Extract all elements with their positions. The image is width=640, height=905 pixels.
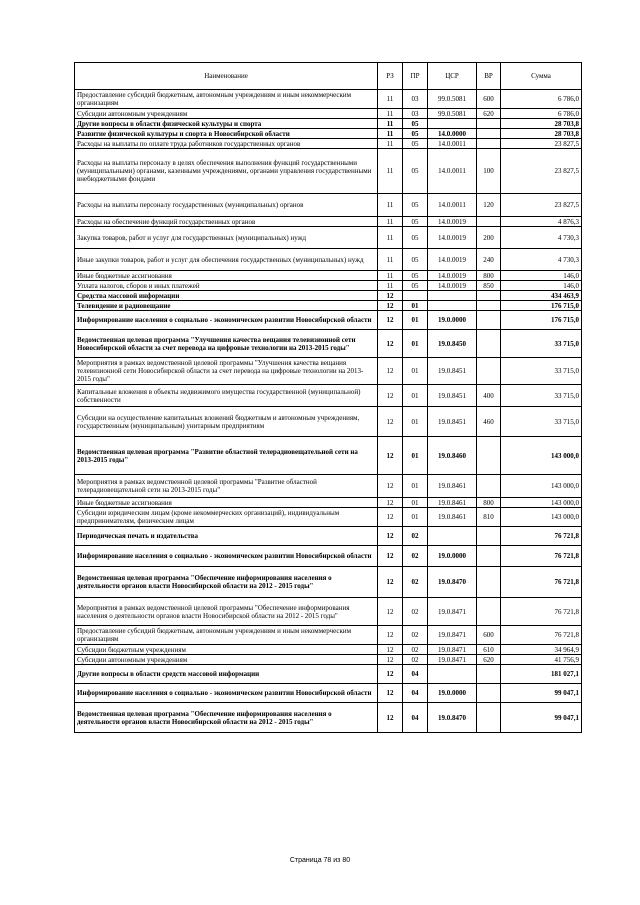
cell-pr: 05 xyxy=(403,217,428,227)
cell-pr: 02 xyxy=(403,645,428,655)
cell-name: Информирование населения о социально - экономическом развитии Новосибирской области xyxy=(75,546,378,567)
cell-rz: 11 xyxy=(378,139,403,149)
cell-sum: 23 827,5 xyxy=(501,149,582,194)
cell-rz: 12 xyxy=(378,437,403,475)
table-row xyxy=(75,626,582,645)
cell-sum: 4 730,3 xyxy=(501,249,582,271)
cell-name: Развитие физической культуры и спорта в Новосибирской области xyxy=(75,129,378,139)
cell-rz: 12 xyxy=(378,498,403,508)
cell-pr: 05 xyxy=(403,139,428,149)
table-row xyxy=(75,194,582,217)
cell-pr: 01 xyxy=(403,385,428,407)
cell-vr: 600 xyxy=(477,90,501,109)
cell-vr: 200 xyxy=(477,227,501,249)
cell-pr: 05 xyxy=(403,271,428,281)
cell-csr: 19.0.8471 xyxy=(428,645,477,655)
cell-csr xyxy=(428,527,477,546)
cell-csr: 19.0.0000 xyxy=(428,684,477,703)
cell-rz: 11 xyxy=(378,149,403,194)
cell-rz: 11 xyxy=(378,90,403,109)
cell-csr: 14.0.0019 xyxy=(428,249,477,271)
cell-sum: 41 756,9 xyxy=(501,655,582,665)
cell-name: Средства массовой информации xyxy=(75,291,378,301)
cell-sum: 143 000,0 xyxy=(501,508,582,527)
cell-csr: 19.0.8451 xyxy=(428,385,477,407)
cell-name: Информирование населения о социально - экономическом развитии Новосибирской области xyxy=(75,311,378,330)
cell-rz: 12 xyxy=(378,598,403,626)
table-row xyxy=(75,139,582,149)
cell-csr: 19.0.8450 xyxy=(428,330,477,358)
cell-vr: 240 xyxy=(477,249,501,271)
cell-pr: 01 xyxy=(403,330,428,358)
cell-sum: 99 047,1 xyxy=(501,684,582,703)
table-row xyxy=(75,684,582,703)
table-row xyxy=(75,598,582,626)
cell-pr: 02 xyxy=(403,626,428,645)
cell-vr xyxy=(477,129,501,139)
cell-sum: 76 721,8 xyxy=(501,626,582,645)
cell-sum: 146,0 xyxy=(501,271,582,281)
table-row xyxy=(75,227,582,249)
cell-name: Расходы на выплаты по оплате труда работников государственных органов xyxy=(75,139,378,149)
cell-pr: 04 xyxy=(403,665,428,684)
cell-name: Капитальные вложения в объекты недвижимого имущества государственной (муниципальной) собственности xyxy=(75,385,378,407)
cell-vr xyxy=(477,546,501,567)
cell-name: Субсидии бюджетным учреждениям xyxy=(75,645,378,655)
cell-rz: 12 xyxy=(378,358,403,385)
cell-csr: 14.0.0011 xyxy=(428,149,477,194)
cell-vr: 600 xyxy=(477,626,501,645)
cell-sum: 99 047,1 xyxy=(501,703,582,733)
cell-name: Субсидии автономным учреждениям xyxy=(75,655,378,665)
cell-sum: 28 703,8 xyxy=(501,129,582,139)
table-row xyxy=(75,149,582,194)
cell-pr: 05 xyxy=(403,194,428,217)
table-row xyxy=(75,546,582,567)
cell-rz: 11 xyxy=(378,281,403,291)
cell-csr: 14.0.0019 xyxy=(428,227,477,249)
cell-rz: 11 xyxy=(378,129,403,139)
budget-table xyxy=(74,62,582,733)
cell-vr xyxy=(477,301,501,311)
cell-name: Расходы на выплаты персоналу государственных (муниципальных) органов xyxy=(75,194,378,217)
cell-sum: 146,0 xyxy=(501,281,582,291)
cell-csr xyxy=(428,119,477,129)
cell-name: Субсидии автономным учреждениям xyxy=(75,109,378,119)
cell-sum: 23 827,5 xyxy=(501,139,582,149)
cell-pr: 01 xyxy=(403,358,428,385)
cell-rz: 12 xyxy=(378,508,403,527)
cell-sum: 76 721,8 xyxy=(501,546,582,567)
cell-pr: 03 xyxy=(403,109,428,119)
cell-pr: 01 xyxy=(403,475,428,498)
header-name: Наименование xyxy=(75,63,378,90)
cell-csr: 19.0.8471 xyxy=(428,626,477,645)
cell-name: Закупка товаров, работ и услуг для государственных (муниципальных) нужд xyxy=(75,227,378,249)
cell-name: Расходы на выплаты персоналу в целях обеспечения выполнения функций государственными (муниципальными) органами, казенными учреждениями, органами управления государственными внебюджетными фондами xyxy=(75,149,378,194)
table-row xyxy=(75,281,582,291)
cell-vr xyxy=(477,330,501,358)
budget-table-container xyxy=(74,62,581,733)
table-row xyxy=(75,271,582,281)
cell-vr xyxy=(477,217,501,227)
cell-sum: 4 876,3 xyxy=(501,217,582,227)
table-row xyxy=(75,249,582,271)
cell-name: Субсидии юридическим лицам (кроме некоммерческих организаций), индивидуальным предпринимателям, физическим лицам xyxy=(75,508,378,527)
table-row xyxy=(75,527,582,546)
cell-pr: 05 xyxy=(403,149,428,194)
table-row xyxy=(75,655,582,665)
cell-sum: 33 715,0 xyxy=(501,330,582,358)
table-row xyxy=(75,119,582,129)
cell-rz: 12 xyxy=(378,330,403,358)
cell-vr: 810 xyxy=(477,508,501,527)
cell-vr: 620 xyxy=(477,655,501,665)
table-row xyxy=(75,567,582,598)
cell-sum: 76 721,8 xyxy=(501,527,582,546)
cell-name: Иные закупки товаров, работ и услуг для обеспечения государственных (муниципальных) нужд xyxy=(75,249,378,271)
cell-csr: 19.0.8461 xyxy=(428,498,477,508)
cell-pr: 01 xyxy=(403,508,428,527)
cell-rz: 12 xyxy=(378,407,403,437)
cell-rz: 12 xyxy=(378,527,403,546)
cell-csr: 19.0.8461 xyxy=(428,475,477,498)
cell-vr xyxy=(477,567,501,598)
cell-pr: 01 xyxy=(403,407,428,437)
cell-vr xyxy=(477,291,501,301)
table-row xyxy=(75,437,582,475)
table-row xyxy=(75,508,582,527)
cell-pr: 05 xyxy=(403,227,428,249)
cell-sum: 434 463,9 xyxy=(501,291,582,301)
cell-pr: 01 xyxy=(403,301,428,311)
cell-pr: 02 xyxy=(403,655,428,665)
table-row xyxy=(75,301,582,311)
cell-sum: 33 715,0 xyxy=(501,358,582,385)
cell-vr xyxy=(477,358,501,385)
cell-csr: 19.0.8470 xyxy=(428,567,477,598)
cell-rz: 12 xyxy=(378,311,403,330)
cell-vr xyxy=(477,598,501,626)
cell-rz: 11 xyxy=(378,249,403,271)
table-row xyxy=(75,358,582,385)
cell-sum: 33 715,0 xyxy=(501,385,582,407)
header-sum: Сумма xyxy=(501,63,582,90)
cell-name: Ведомственная целевая программа "Обеспечение информирования населения о деятельности органов власти Новосибирской области на 2012 - 2015 годы" xyxy=(75,703,378,733)
cell-rz: 12 xyxy=(378,546,403,567)
page-footer: Страница 78 из 80 xyxy=(289,857,351,864)
cell-vr xyxy=(477,665,501,684)
cell-sum: 6 786,0 xyxy=(501,90,582,109)
table-row xyxy=(75,665,582,684)
cell-pr: 05 xyxy=(403,129,428,139)
cell-rz: 12 xyxy=(378,645,403,655)
cell-vr: 800 xyxy=(477,271,501,281)
cell-vr xyxy=(477,684,501,703)
cell-vr: 610 xyxy=(477,645,501,655)
cell-name: Ведомственная целевая программа "Обеспечение информирования населения о деятельности органов власти Новосибирской области на 2012 - 2015 годы" xyxy=(75,567,378,598)
cell-pr: 03 xyxy=(403,90,428,109)
cell-name: Иные бюджетные ассигнования xyxy=(75,271,378,281)
cell-pr: 01 xyxy=(403,498,428,508)
cell-pr: 02 xyxy=(403,598,428,626)
cell-sum: 176 715,0 xyxy=(501,311,582,330)
cell-rz: 12 xyxy=(378,626,403,645)
cell-name: Расходы на обеспечение функций государственных органов xyxy=(75,217,378,227)
cell-sum: 4 730,3 xyxy=(501,227,582,249)
cell-vr: 120 xyxy=(477,194,501,217)
cell-csr: 99.0.5081 xyxy=(428,109,477,119)
cell-sum: 176 715,0 xyxy=(501,301,582,311)
cell-vr xyxy=(477,311,501,330)
cell-pr: 05 xyxy=(403,281,428,291)
cell-name: Мероприятия в рамках ведомственной целевой программы "Развитие областной телерадиовещательной сети на 2013-2015 годы" xyxy=(75,475,378,498)
cell-sum: 28 703,8 xyxy=(501,119,582,129)
cell-sum: 23 827,5 xyxy=(501,194,582,217)
cell-csr: 14.0.0000 xyxy=(428,129,477,139)
table-row xyxy=(75,90,582,109)
cell-pr: 01 xyxy=(403,311,428,330)
cell-name: Ведомственная целевая программа "Улучшения качества вещания телевизионной сети Новосибирской области за счет перевода на цифровые технологии на 2013-2015 годы" xyxy=(75,330,378,358)
cell-sum: 143 000,0 xyxy=(501,475,582,498)
cell-rz: 11 xyxy=(378,119,403,129)
cell-csr: 19.0.8470 xyxy=(428,703,477,733)
cell-pr: 02 xyxy=(403,567,428,598)
cell-rz: 11 xyxy=(378,217,403,227)
table-row xyxy=(75,129,582,139)
table-row xyxy=(75,330,582,358)
cell-pr: 02 xyxy=(403,527,428,546)
cell-csr: 19.0.8471 xyxy=(428,655,477,665)
cell-rz: 11 xyxy=(378,109,403,119)
table-row xyxy=(75,385,582,407)
cell-vr: 400 xyxy=(477,385,501,407)
table-row xyxy=(75,645,582,655)
cell-pr xyxy=(403,291,428,301)
cell-csr: 19.0.0000 xyxy=(428,546,477,567)
cell-rz: 12 xyxy=(378,655,403,665)
cell-name: Ведомственная целевая программа "Развитие областной телерадиовещательной сети на 2013-2015 годы" xyxy=(75,437,378,475)
table-row xyxy=(75,109,582,119)
cell-pr: 01 xyxy=(403,437,428,475)
cell-csr: 19.0.8471 xyxy=(428,598,477,626)
cell-csr: 19.0.0000 xyxy=(428,311,477,330)
cell-pr: 04 xyxy=(403,684,428,703)
header-vr: ВР xyxy=(477,63,501,90)
cell-sum: 143 000,0 xyxy=(501,437,582,475)
cell-rz: 12 xyxy=(378,684,403,703)
cell-sum: 76 721,8 xyxy=(501,598,582,626)
cell-pr: 04 xyxy=(403,703,428,733)
cell-name: Субсидии на осуществление капитальных вложений бюджетным и автономным учреждениям, государственным (муниципальным) унитарным предприятиям xyxy=(75,407,378,437)
cell-pr: 05 xyxy=(403,119,428,129)
cell-csr: 19.0.8461 xyxy=(428,508,477,527)
cell-name: Мероприятия в рамках ведомственной целевой программы "Обеспечение информирования населения о деятельности органов власти Новосибирской области на 2012 - 2015 годы" xyxy=(75,598,378,626)
cell-name: Мероприятия в рамках ведомственной целевой программы "Улучшения качества вещания телевизионной сети Новосибирской области за счет перевода на цифровые технологии на 2013-2015 годы" xyxy=(75,358,378,385)
header-rz: РЗ xyxy=(378,63,403,90)
cell-rz: 12 xyxy=(378,301,403,311)
cell-csr: 14.0.0019 xyxy=(428,217,477,227)
cell-csr: 19.0.8451 xyxy=(428,358,477,385)
table-row xyxy=(75,498,582,508)
table-row xyxy=(75,217,582,227)
cell-rz: 12 xyxy=(378,703,403,733)
cell-name: Телевидение и радиовещание xyxy=(75,301,378,311)
header-csr: ЦСР xyxy=(428,63,477,90)
cell-name: Другие вопросы в области средств массовой информации xyxy=(75,665,378,684)
table-row xyxy=(75,291,582,301)
cell-sum: 181 027,1 xyxy=(501,665,582,684)
cell-csr xyxy=(428,301,477,311)
cell-vr: 800 xyxy=(477,498,501,508)
cell-csr xyxy=(428,291,477,301)
cell-name: Предоставление субсидий бюджетным, автономным учреждениям и иным некоммерческим организациям xyxy=(75,626,378,645)
cell-vr: 850 xyxy=(477,281,501,291)
cell-vr xyxy=(477,703,501,733)
cell-vr xyxy=(477,475,501,498)
cell-name: Предоставление субсидий бюджетным, автономным учреждениям и иным некоммерческим организациям xyxy=(75,90,378,109)
table-row xyxy=(75,407,582,437)
cell-name: Иные бюджетные ассигнования xyxy=(75,498,378,508)
table-row xyxy=(75,475,582,498)
cell-csr: 19.0.8451 xyxy=(428,407,477,437)
cell-csr: 14.0.0019 xyxy=(428,281,477,291)
table-header-row xyxy=(75,63,582,90)
cell-pr: 05 xyxy=(403,249,428,271)
cell-sum: 6 786,0 xyxy=(501,109,582,119)
cell-name: Другие вопросы в области физической культуры и спорта xyxy=(75,119,378,129)
cell-rz: 12 xyxy=(378,385,403,407)
cell-pr: 02 xyxy=(403,546,428,567)
cell-sum: 33 715,0 xyxy=(501,407,582,437)
cell-sum: 143 000,0 xyxy=(501,498,582,508)
cell-csr xyxy=(428,665,477,684)
cell-csr: 14.0.0019 xyxy=(428,271,477,281)
cell-vr xyxy=(477,139,501,149)
cell-vr: 100 xyxy=(477,149,501,194)
cell-csr: 14.0.0011 xyxy=(428,194,477,217)
table-row xyxy=(75,311,582,330)
table-body xyxy=(75,90,582,733)
cell-csr: 14.0.0011 xyxy=(428,139,477,149)
cell-rz: 11 xyxy=(378,194,403,217)
header-pr: ПР xyxy=(403,63,428,90)
cell-name: Информирование населения о социально - экономическом развитии Новосибирской области xyxy=(75,684,378,703)
cell-vr: 460 xyxy=(477,407,501,437)
cell-name: Периодическая печать и издательства xyxy=(75,527,378,546)
cell-vr xyxy=(477,437,501,475)
cell-rz: 12 xyxy=(378,567,403,598)
cell-rz: 12 xyxy=(378,475,403,498)
cell-rz: 12 xyxy=(378,665,403,684)
cell-csr: 99.0.5081 xyxy=(428,90,477,109)
cell-rz: 11 xyxy=(378,227,403,249)
cell-rz: 11 xyxy=(378,271,403,281)
cell-name: Уплата налогов, сборов и иных платежей xyxy=(75,281,378,291)
cell-vr xyxy=(477,527,501,546)
cell-sum: 76 721,8 xyxy=(501,567,582,598)
cell-csr: 19.0.8460 xyxy=(428,437,477,475)
cell-vr xyxy=(477,119,501,129)
table-row xyxy=(75,703,582,733)
cell-rz: 12 xyxy=(378,291,403,301)
cell-sum: 34 964,9 xyxy=(501,645,582,655)
cell-vr: 620 xyxy=(477,109,501,119)
